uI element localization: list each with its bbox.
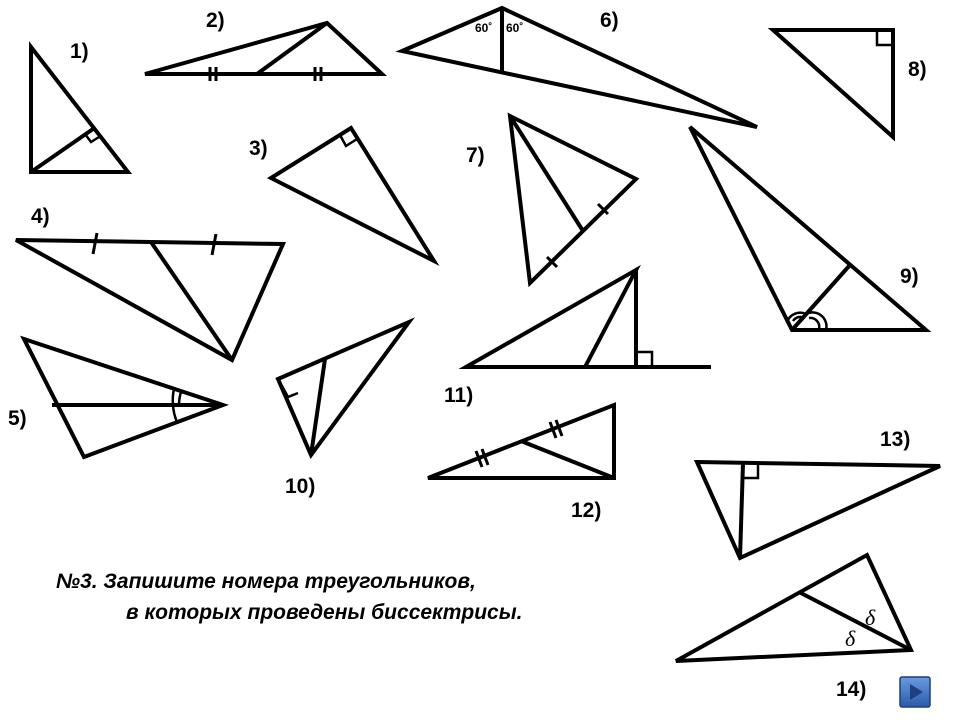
label-7: 7) <box>466 144 485 167</box>
label-13: 13) <box>880 428 911 451</box>
label-11: 11) <box>444 384 474 407</box>
triangle-1 <box>31 40 128 172</box>
triangle-4 <box>16 205 283 360</box>
triangle-13 <box>697 428 940 558</box>
triangle-9 <box>690 127 926 330</box>
label-9: 9) <box>900 265 919 288</box>
label-6: 6) <box>600 9 619 32</box>
label-12: 12) <box>571 499 602 522</box>
triangle-2 <box>145 9 382 81</box>
triangle-3 <box>249 128 434 261</box>
triangle-5 <box>8 339 223 457</box>
label-10: 10) <box>285 475 316 498</box>
delta-upper: δ <box>865 605 876 630</box>
task-text <box>56 566 522 628</box>
triangle-7 <box>466 116 636 283</box>
label-2: 2) <box>206 9 225 32</box>
next-slide-button[interactable] <box>899 676 931 708</box>
triangle-11 <box>444 270 711 407</box>
label-4: 4) <box>31 205 50 228</box>
label-5: 5) <box>8 407 27 430</box>
angle-label-left: 60˚ <box>475 21 493 35</box>
triangle-12 <box>428 405 614 522</box>
task-line-1: №3. Запишите номера треугольников, <box>56 570 476 593</box>
task-line-2: в которых проведены биссектрисы. <box>126 601 523 624</box>
triangle-6 <box>402 8 757 127</box>
label-14: 14) <box>836 678 867 701</box>
triangle-8 <box>773 30 927 137</box>
label-1: 1) <box>70 40 89 63</box>
play-triangle-icon <box>899 676 931 708</box>
angle-label-right: 60˚ <box>506 21 524 35</box>
delta-lower: δ <box>845 626 856 651</box>
triangle-10 <box>278 322 409 498</box>
triangle-14 <box>676 555 911 701</box>
label-8: 8) <box>908 58 927 81</box>
label-3: 3) <box>249 137 268 160</box>
